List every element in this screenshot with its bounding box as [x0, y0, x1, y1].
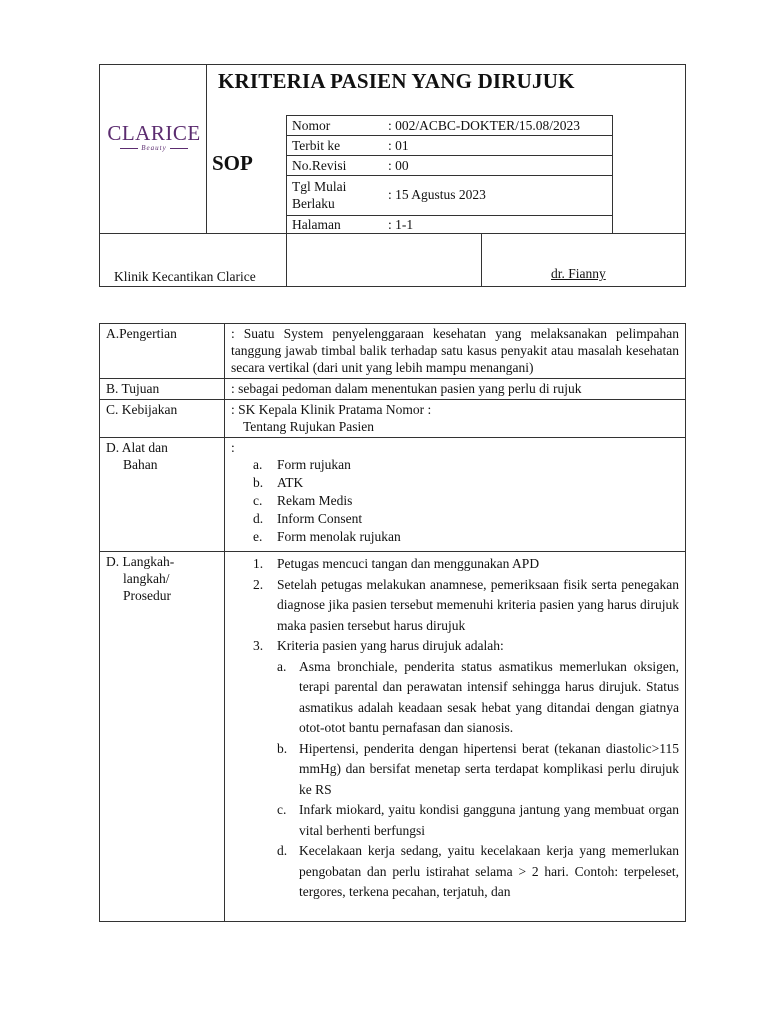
divider [481, 233, 482, 287]
doctor-signature: dr. Fianny [551, 266, 606, 281]
row-label: A.Pengertian [100, 324, 225, 379]
list-item: c. Rekam Medis [253, 493, 353, 508]
pengertian-text: : Suatu System penyelenggaraan kesehatan yang melaksanakan pelimpahan tanggung jawab timbal balik terhadap satu kasus penyakit atau masalah kesehatan secara vertikal (dari unit yang lebih mampu menangani) [225, 324, 686, 379]
table-row [100, 552, 686, 922]
list-item: 1. Petugas mencuci tangan dan menggunakan APD [253, 556, 540, 571]
meta-label-tgl: Tgl Mulai Berlaku [292, 179, 347, 211]
table-row [100, 379, 686, 400]
divider [286, 175, 612, 176]
clarice-logo: CLARICE Beauty [107, 121, 201, 152]
divider [286, 233, 287, 287]
table-row [100, 324, 686, 379]
list-item: d. Kecelakaan kerja sedang, yaitu kecelakaan kerja yang memerlukan pengobatan dan perlu istirahat selama > 2 hari. Contoh: terpeleset, tergores, terkena pecahan, terjatuh, dan [277, 843, 679, 899]
alat-list: : a. Form rujukan b. ATK c. Rekam Medis d. Inform Consent e. Form menolak rujukan [225, 438, 686, 552]
list-item: c. Infark miokard, yaitu kondisi gangguna jantung yang membuat organ vital berhenti berfungsi [277, 802, 679, 838]
list-item: d. Inform Consent [253, 511, 363, 526]
list-item: e. Form menolak rujukan [253, 529, 401, 544]
row-label: C. Kebijakan [100, 400, 225, 438]
divider [612, 115, 613, 233]
row-label: D. Langkah- langkah/ Prosedur [100, 552, 225, 922]
tujuan-text: : sebagai pedoman dalam menentukan pasien yang perlu di rujuk [225, 379, 686, 400]
meta-value-nomor: : 002/ACBC-DOKTER/15.08/2023 [388, 118, 581, 133]
document-title: KRITERIA PASIEN YANG DIRUJUK [218, 69, 575, 93]
clinic-name: Klinik Kecantikan Clarice [114, 269, 256, 284]
divider [206, 65, 207, 233]
list-item: b. ATK [253, 475, 304, 490]
meta-label-terbit: Terbit ke [292, 138, 341, 153]
divider [286, 215, 612, 216]
list-item: a. Asma bronchiale, penderita status asmatikus memerlukan oksigen, terapi parental dan perawatan intensif sehingga harus dirujuk. Status asmatikus adalah keadaan sesak hebat yang ditandai dengan giatnya otot-otot bantu pernafasan dan sianosis. [277, 658, 679, 735]
meta-value-terbit: : 01 [388, 138, 409, 153]
divider [286, 115, 612, 116]
kebijakan-text: : SK Kepala Klinik Pratama Nomor : Tentang Rujukan Pasien [225, 400, 686, 438]
sop-label: SOP [212, 151, 253, 175]
list-item: b. Hipertensi, penderita dengan hipertensi berat (tekanan diastolic>115 mmHg) dan bersifat menetap serta terdapat komplikasi perlu dirujuk ke RS [277, 740, 679, 797]
divider [286, 135, 612, 136]
list-item: 3. Kriteria pasien yang harus dirujuk adalah: [253, 638, 504, 653]
row-label: B. Tujuan [100, 379, 225, 400]
sop-header [99, 64, 686, 287]
meta-label-nomor: Nomor [292, 118, 331, 133]
row-label: D. Alat dan Bahan [100, 438, 225, 552]
table-row [100, 400, 686, 438]
meta-value-revisi: : 00 [388, 158, 409, 173]
list-item: a. Form rujukan [253, 457, 351, 472]
sop-content-table [99, 323, 686, 922]
divider [286, 155, 612, 156]
prosedur-list [225, 552, 686, 922]
meta-label-revisi: No.Revisi [292, 158, 347, 173]
meta-value-halaman: : 1-1 [388, 217, 414, 232]
table-row [100, 438, 686, 552]
list-item: 2. Setelah petugas melakukan anamnese, pemeriksaan fisik serta penegakan diagnose jika pasien tersebut memenuhi kriteria pasien yang harus dirujuk maka pasien tersebut harus dirujuk [253, 576, 679, 633]
meta-value-tgl: : 15 Agustus 2023 [388, 187, 486, 202]
divider [100, 233, 685, 234]
meta-label-halaman: Halaman [292, 217, 341, 232]
